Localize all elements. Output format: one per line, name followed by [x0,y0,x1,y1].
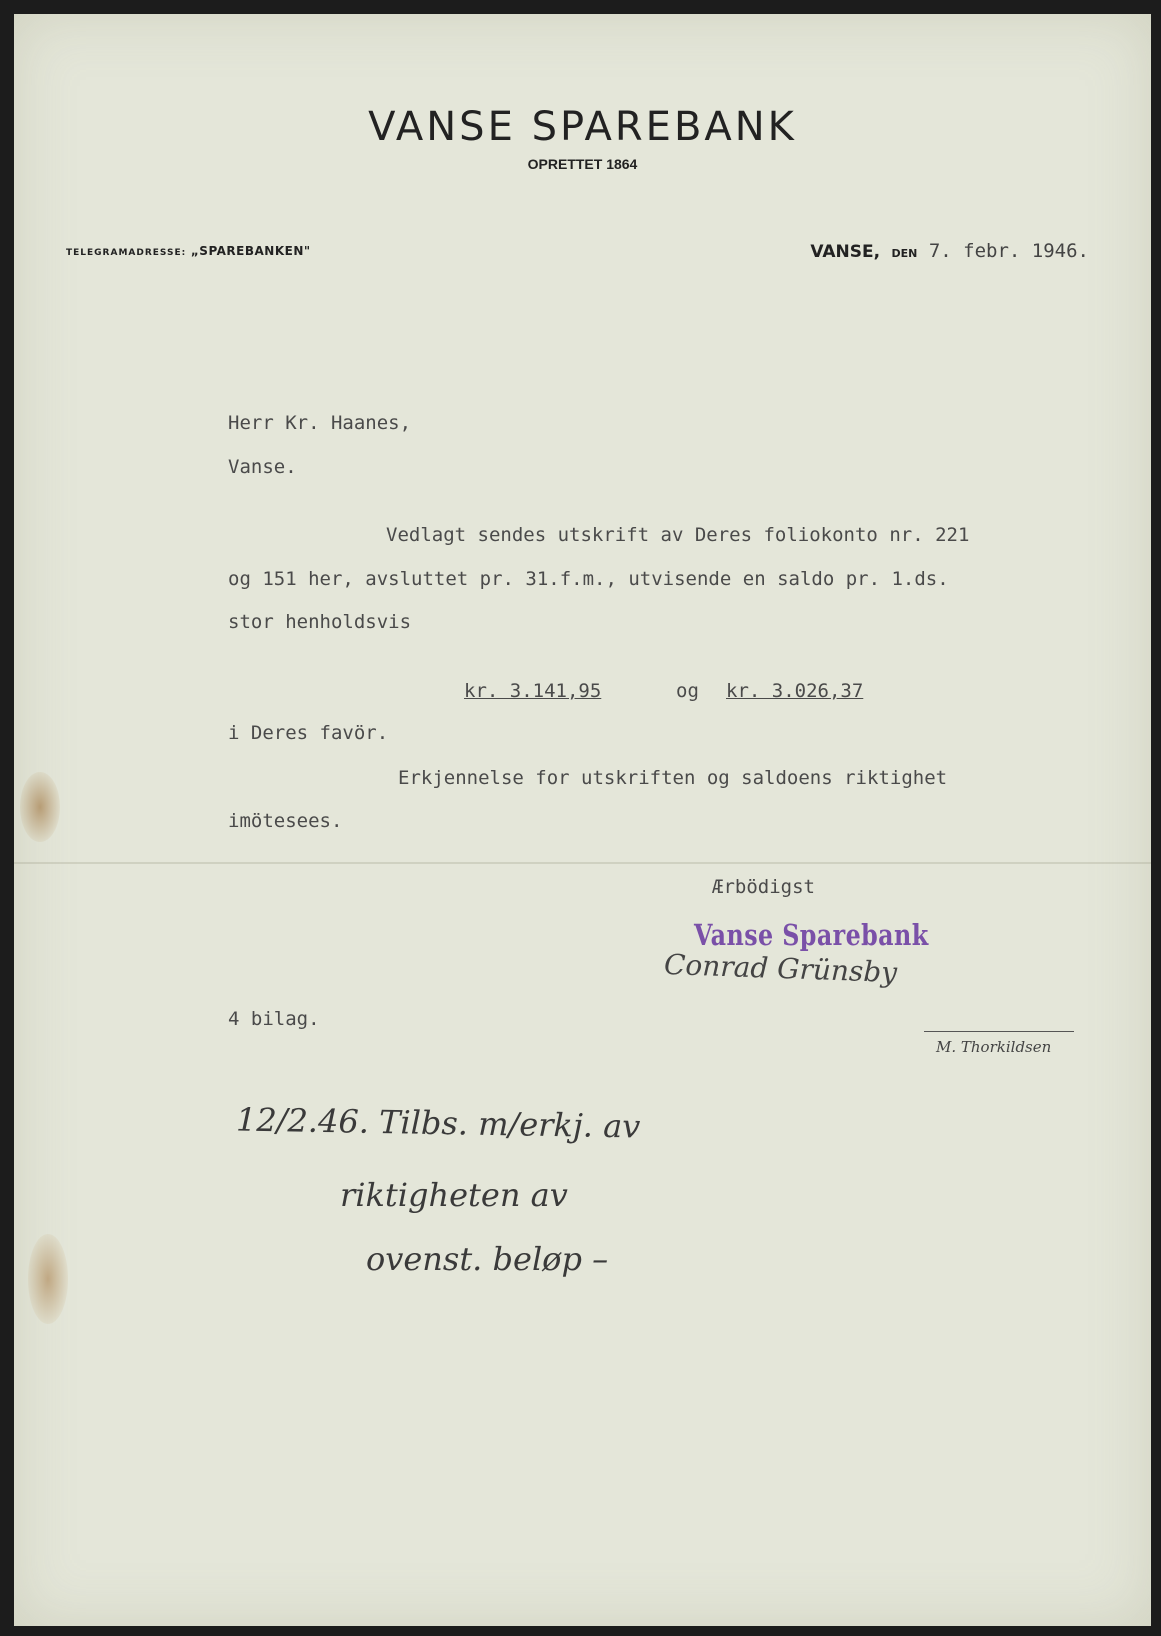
body-line-1: Vedlagt sendes utskrift av Deres foliokonto nr. 221 [386,524,970,546]
body-line-4: i Deres favör. [228,722,389,744]
recipient-town: Vanse. [228,456,297,478]
bank-stamp: Vanse Sparebank [694,918,929,952]
handwritten-note-line-1: 12/2.46. Tilbs. m/erkj. av [235,1100,641,1146]
amount-2: kr. 3.026,37 [726,680,864,702]
closing-greeting: Ærbödigst [712,876,815,898]
body-line-5: Erkjennelse for utskriften og saldoens riktighet [398,767,948,789]
amount-1: kr. 3.141,95 [464,680,602,702]
handwritten-note-line-3: ovenst. beløp – [366,1240,609,1278]
signature: Conrad Grünsby [663,947,898,990]
den-label: DEN [891,247,918,260]
place-name: VANSE, [810,242,881,262]
bank-name: VANSE SPAREBANK [368,104,797,150]
rust-stain [20,772,60,842]
rust-stain [28,1234,68,1324]
telegram-label: TELEGRAMADRESSE: [66,248,187,258]
initials-signature: M. Thorkildsen [936,1038,1052,1056]
telegram-value: „SPAREBANKEN" [190,244,311,258]
founded-line: OPRETTET 1864 [527,156,638,172]
amount-join: og [676,680,699,702]
date-line [810,240,1089,262]
body-line-3: stor henholdsvis [228,611,412,633]
telegram-address [66,244,311,258]
letter-sheet [14,14,1151,1626]
attachments-note: 4 bilag. [228,1008,320,1030]
initials-line [924,1031,1074,1032]
handwritten-note-line-2: riktigheten av [340,1176,568,1214]
recipient-name: Herr Kr. Haanes, [228,412,412,434]
body-line-6: imötesees. [228,810,343,832]
body-line-2: og 151 her, avsluttet pr. 31.f.m., utvisende en saldo pr. 1.ds. [228,568,949,590]
paper-fold [14,862,1151,864]
letter-date: 7. febr. 1946. [928,240,1089,262]
